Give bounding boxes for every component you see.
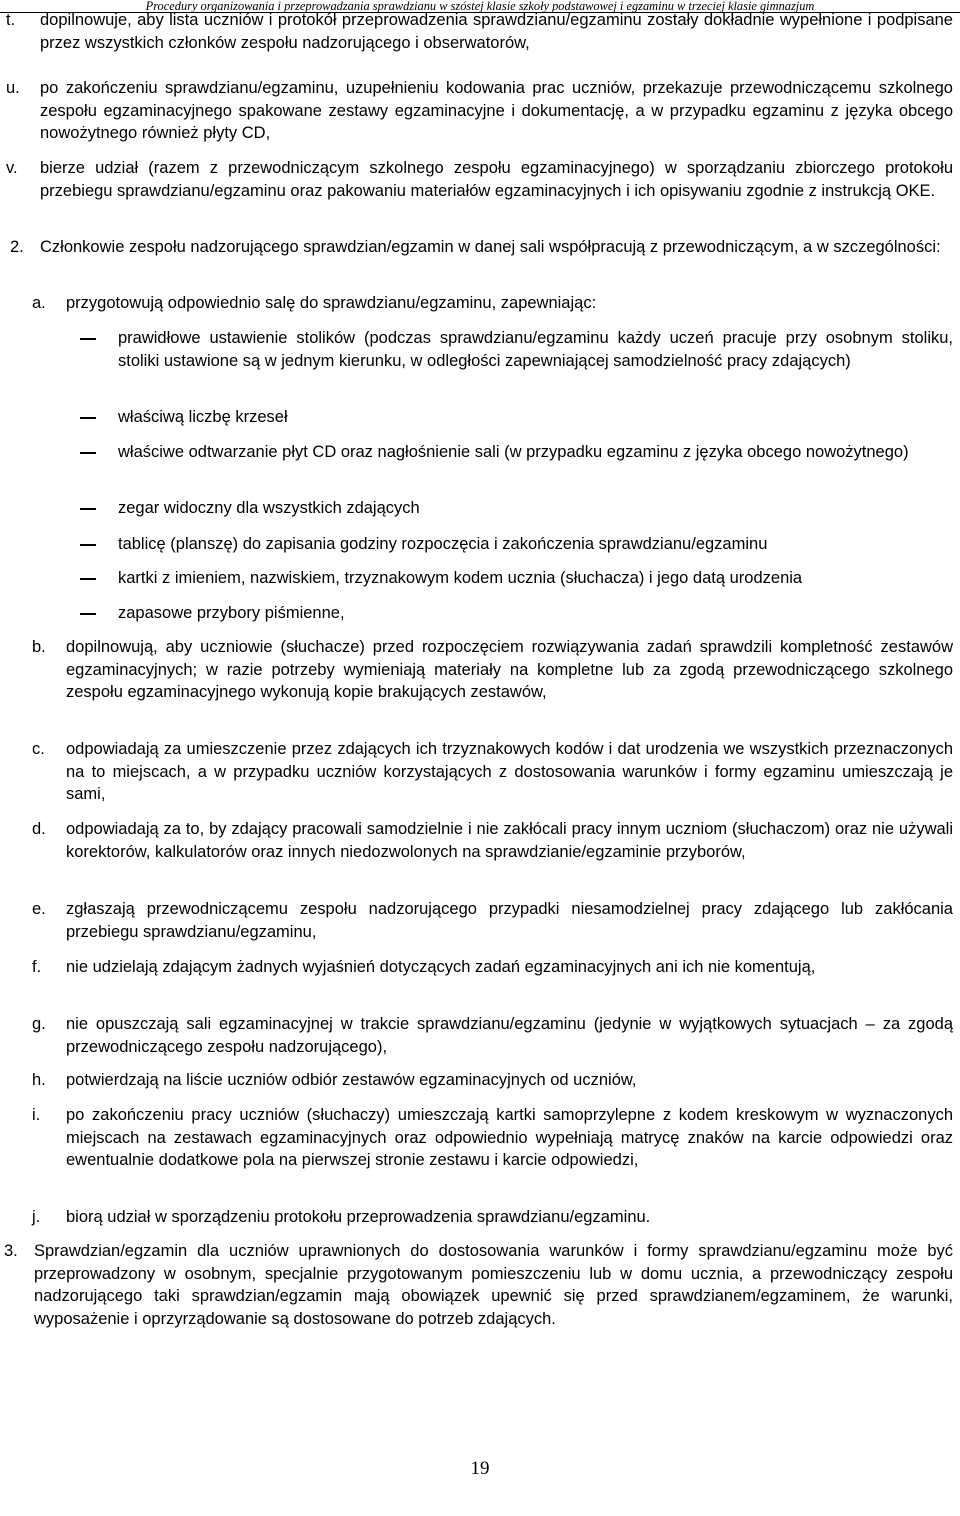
item-label: d.: [32, 820, 46, 838]
list-item-i: [32, 1104, 953, 1172]
item-text: nie udzielają zdającym żadnych wyjaśnień dotyczących zadań egzaminacyjnych ani ich nie komentują,: [66, 958, 816, 976]
section-2: [10, 236, 953, 259]
item-label: v.: [6, 159, 18, 177]
item-text: biorą udział w sporządzeniu protokołu przeprowadzenia sprawdzianu/egzaminu.: [66, 1208, 651, 1226]
list-item-d: [32, 818, 953, 863]
item-text: przygotowują odpowiednio salę do sprawdzianu/egzaminu, zapewniając:: [66, 294, 597, 312]
item-label: c.: [32, 740, 45, 758]
list-item-a: [32, 292, 953, 315]
item-text: odpowiadają za umieszczenie przez zdających ich trzyznakowych kodów i dat urodzenia we wszystkich przeznaczonych na to miejscach, a w przypadku uczniów korzystających z dostosowania warunków i formy egzaminu umieszczają je sami,: [66, 740, 953, 803]
item-text: potwierdzają na liście uczniów odbiór zestawów egzaminacyjnych od uczniów,: [66, 1071, 637, 1089]
item-label: u.: [6, 79, 20, 97]
section-number: 2.: [10, 238, 24, 256]
dash-bullet: [80, 338, 96, 340]
item-text: dopilnowują, aby uczniowie (słuchacze) przed rozpoczęciem rozwiązywania zadań sprawdzili kompletność zestawów egzaminacyjnych; w razie potrzeby wymieniają materiały na kompletne lub za zgodą przewodniczącego szkolnego zespołu egzaminacyjnego wykonują kopie brakujących zestawów,: [66, 638, 953, 701]
list-item-h: [32, 1069, 953, 1092]
bullet-item: [118, 441, 953, 464]
section-3: [4, 1240, 953, 1330]
item-text: odpowiadają za to, by zdający pracowali samodzielnie i nie zakłócali pracy innym uczniom (słuchaczom) oraz nie używali korektorów, kalkulatorów oraz innych niedozwolonych na sprawdzianie/egzaminie przyborów,: [66, 820, 953, 861]
item-text: po zakończeniu sprawdzianu/egzaminu, uzupełnieniu kodowania prac uczniów, przekazuje przewodniczącemu szkolnego zespołu egzaminacyjnego spakowane zestawy egzaminacyjne i dokumentację, a w przypadku egzaminu z języka obcego nowożytnego również płyty CD,: [40, 79, 953, 142]
item-text: zgłaszają przewodniczącemu zespołu nadzorującego przypadki niesamodzielnej pracy zdającego lub zakłócania przebiegu sprawdzianu/egzaminu,: [66, 900, 953, 941]
dash-bullet: [80, 544, 96, 546]
bullet-text: zegar widoczny dla wszystkich zdających: [118, 499, 420, 517]
bullet-text: właściwe odtwarzanie płyt CD oraz nagłośnienie sali (w przypadku egzaminu z języka obcego nowożytnego): [118, 443, 909, 461]
list-item-u: [6, 77, 953, 145]
item-label: i.: [32, 1106, 41, 1124]
item-label: b.: [32, 638, 46, 656]
bullet-item: [118, 497, 953, 520]
list-item-v: [6, 157, 953, 202]
list-item-f: [32, 956, 953, 979]
item-text: bierze udział (razem z przewodniczącym szkolnego zespołu egzaminacyjnego) w sporządzaniu zbiorczego protokołu przebiegu sprawdzianu/egzaminu oraz pakowaniu materiałów egzaminacyjnych i ich opisywaniu zgodnie z instrukcją OKE.: [40, 159, 953, 200]
bullet-text: kartki z imieniem, nazwiskiem, trzyznakowym kodem ucznia (słuchacza) i jego datą urodzenia: [118, 569, 803, 587]
dash-bullet: [80, 613, 96, 615]
bullet-text: zapasowe przybory piśmienne,: [118, 604, 345, 622]
page-number: 19: [470, 1458, 490, 1479]
bullet-item: [118, 567, 953, 590]
item-label: j.: [32, 1208, 41, 1226]
item-text: nie opuszczają sali egzaminacyjnej w trakcie sprawdzianu/egzaminu (jedynie w wyjątkowych sytuacjach – za zgodą przewodniczącego zespołu nadzorującego),: [66, 1015, 953, 1056]
item-label: a.: [32, 294, 46, 312]
item-label: f.: [32, 958, 42, 976]
dash-bullet: [80, 417, 96, 419]
item-label: e.: [32, 900, 46, 918]
section-text: Członkowie zespołu nadzorującego sprawdzian/egzamin w danej sali współpracują z przewodniczącym, a w szczególności:: [40, 238, 941, 256]
bullet-text: tablicę (planszę) do zapisania godziny rozpoczęcia i zakończenia sprawdzianu/egzaminu: [118, 535, 768, 553]
bullet-item: [118, 533, 953, 556]
section-number: 3.: [4, 1242, 18, 1260]
section-text: Sprawdzian/egzamin dla uczniów uprawnionych do dostosowania warunków i formy sprawdzianu/egzaminu może być przeprowadzony w osobnym, specjalnie przygotowanym pomieszczeniu lub w domu ucznia, a przewodniczący zespołu nadzorującego taki sprawdzian/egzamin mają obowiązek upewnić się przed sprawdzianem/egzaminem, że warunki, wyposażenie i oprzyrządowanie są dostosowane do potrzeb zdających.: [34, 1242, 953, 1328]
dash-bullet: [80, 452, 96, 454]
dash-bullet: [80, 578, 96, 580]
list-item-b: [32, 636, 953, 704]
list-item-g: [32, 1013, 953, 1058]
list-item-t: [6, 9, 953, 54]
item-label: h.: [32, 1071, 46, 1089]
bullet-item: [118, 327, 953, 372]
running-header: Procedury organizowania i przeprowadzania sprawdzianu w szóstej klasie szkoły podstawowej i egzaminu w trzeciej klasie gimnazjum: [145, 0, 815, 12]
item-label: g.: [32, 1015, 46, 1033]
item-text: dopilnowuje, aby lista uczniów i protokół przeprowadzenia sprawdzianu/egzaminu zostały dokładnie wypełnione i podpisane przez wszystkich członków zespołu nadzorującego i obserwatorów,: [40, 11, 953, 52]
item-label: t.: [6, 11, 16, 29]
bullet-item: [118, 406, 953, 429]
dash-bullet: [80, 508, 96, 510]
list-item-c: [32, 738, 953, 806]
bullet-item: [118, 602, 953, 625]
list-item-j: [32, 1206, 953, 1229]
item-text: po zakończeniu pracy uczniów (słuchaczy) umieszczają kartki samoprzylepne z kodem kreskowym w wyznaczonych miejscach na zestawach egzaminacyjnych oraz odpowiednio wypełniają matrycę znaków na karcie odpowiedzi oraz ewentualnie dodatkowe pola na pierwszej stronie zestawu i karcie odpowiedzi,: [66, 1106, 953, 1169]
bullet-text: prawidłowe ustawienie stolików (podczas sprawdzianu/egzaminu każdy uczeń pracuje przy osobnym stoliku, stoliki ustawione są w jednym kierunku, w odległości zapewniającej samodzielność pracy zdających): [118, 329, 953, 370]
bullet-text: właściwą liczbę krzeseł: [118, 408, 288, 426]
list-item-e: [32, 898, 953, 943]
